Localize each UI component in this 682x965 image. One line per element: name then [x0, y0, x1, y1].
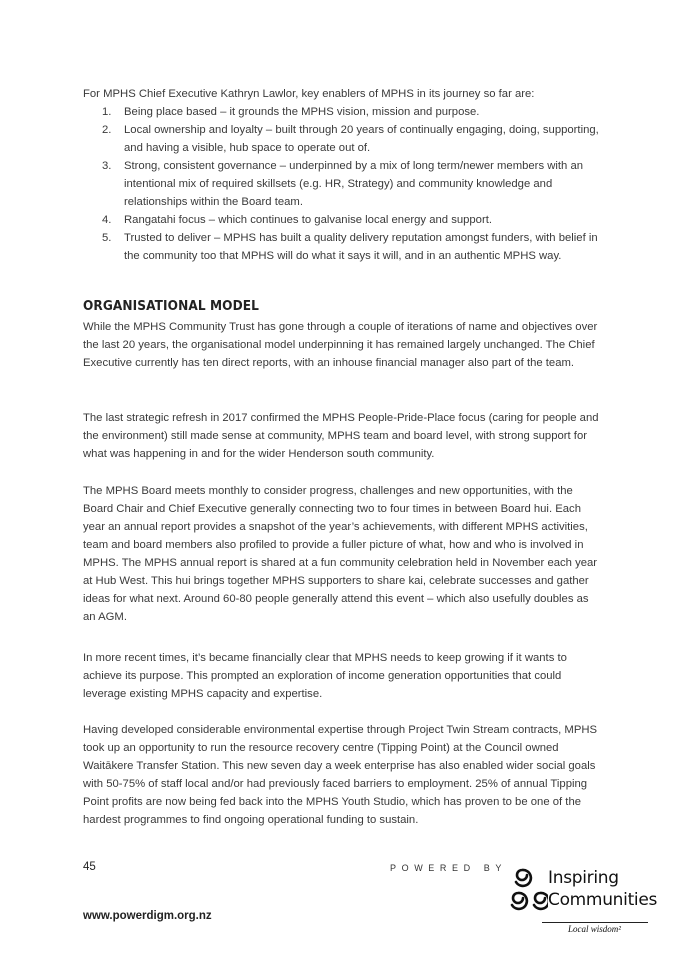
list-number: 4. [102, 214, 112, 226]
website-link[interactable]: www.powerdigm.org.nz [83, 910, 212, 922]
paragraph: While the MPHS Community Trust has gone through a couple of iterations of name and objectives over the last 20 years, the organisational model underpinning it has remained largely unchanged. The Chief Executive currently has ten direct reports, with an inhouse financial manager also part of the team. [83, 321, 598, 369]
paragraph: In more recent times, it’s became financially clear that MPHS needs to keep growing if it wants to achieve its purpose. This prompted an exploration of income generation opportunities that could leverage existing MPHS capacity and expertise. [83, 652, 567, 700]
powered-by-label: POWERED BY [390, 863, 508, 873]
logo-text-communities: Communities [548, 890, 658, 910]
list-item-text: Local ownership and loyalty – built through 20 years of continually engaging, doing, supporting, and having a visible, hub space to operate out of. [124, 124, 599, 154]
enablers-list [83, 103, 603, 265]
list-item [83, 229, 603, 265]
paragraph: The MPHS Board meets monthly to consider progress, challenges and new opportunities, with the Board Chair and Chief Executive generally connecting two to four times in between Board hui. Each year an annual report provides a snapshot of the year’s achievements, with different MPHS activities, team and board members also profiled to provide a fuller picture of what, how and who is involved in MPHS. The MPHS annual report is shared at a fun community celebration held in November each year at Hub West. This hui brings together MPHS supporters to share kai, celebrate successes and gather ideas for what next. Around 60-80 people generally attend this event – which also usefully doubles as an AGM. [83, 485, 598, 623]
logo-divider [542, 922, 648, 923]
list-number: 3. [102, 160, 112, 172]
section-heading: ORGANISATIONAL MODEL [83, 298, 259, 314]
list-number: 2. [102, 124, 112, 136]
list-item-text: Rangatahi focus – which continues to galvanise local energy and support. [124, 214, 493, 226]
intro-text: For MPHS Chief Executive Kathryn Lawlor, key enablers of MPHS in its journey so far are: [83, 88, 535, 100]
list-item [83, 211, 603, 229]
list-number: 1. [102, 106, 112, 118]
page-number: 45 [83, 861, 96, 873]
list-item-text: Trusted to deliver – MPHS has built a quality delivery reputation amongst funders, with belief in the community too that MPHS will do what it says it will, and in an authentic MPHS way. [124, 232, 598, 262]
logo-tagline: Local wisdom² [568, 924, 621, 934]
inspiring-communities-logo [506, 866, 656, 936]
spiral-emblem-icon [506, 866, 548, 916]
list-item-text: Being place based – it grounds the MPHS vision, mission and purpose. [124, 106, 480, 118]
list-number: 5. [102, 232, 112, 244]
list-item [83, 157, 603, 211]
paragraph: Having developed considerable environmental expertise through Project Twin Stream contracts, MPHS took up an opportunity to run the resource recovery centre (Tipping Point) at the Council owned Waitākere Transfer Station. This new seven day a week enterprise has also enabled wider social goals with 50-75% of staff local and/or had previously faced barriers to employment. 25% of annual Tipping Point profits are now being fed back into the MPHS Youth Studio, which has proven to be one of the hardest programmes to find ongoing operational funding to sustain. [83, 724, 598, 826]
list-item-text: Strong, consistent governance – underpinned by a mix of long term/newer members with an intentional mix of required skillsets (e.g. HR, Strategy) and community knowledge and relationships within the Board team. [124, 160, 584, 208]
list-item [83, 121, 603, 157]
list-item [83, 103, 603, 121]
logo-text-inspiring: Inspiring [548, 868, 619, 888]
paragraph: The last strategic refresh in 2017 confirmed the MPHS People-Pride-Place focus (caring for people and the environment) still made sense at community, MPHS team and board level, with strong support for what was happening in and for the wider Henderson south community. [83, 412, 599, 460]
